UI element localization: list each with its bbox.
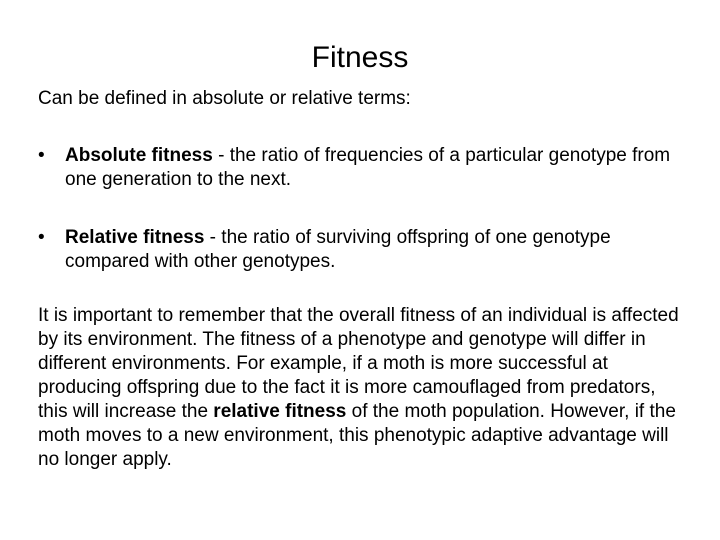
slide-title: Fitness — [311, 41, 409, 74]
bullet-definition: - the ratio of surviving offspring of one genotype compared with other genotypes. — [65, 227, 611, 272]
bullet-item-absolute-fitness — [38, 144, 678, 192]
bullet-marker: • — [38, 227, 45, 248]
bullet-term: Absolute fitness — [65, 145, 213, 166]
paragraph-text-start: It is important to remember that the overall fitness of an individual is affected by its environment. The fitness of a phenotype and genotype will differ in different environments. For example, if a moth is more successful at producing offspring due to the fact it is more camouflaged from predators, this will increase the — [38, 305, 679, 422]
bullet-text — [65, 226, 678, 274]
intro-text: Can be defined in absolute or relative terms: — [38, 88, 411, 109]
bullet-term: Relative fitness — [65, 227, 205, 248]
bullet-marker: • — [38, 145, 45, 166]
explanation-paragraph — [38, 304, 688, 472]
bullet-item-relative-fitness — [38, 226, 678, 274]
paragraph-emphasis: relative fitness — [213, 401, 347, 422]
paragraph-text-end: of the moth population. However, if the moth moves to a new environment, this phenotypic adaptive advantage will no longer apply. — [38, 401, 676, 470]
bullet-text — [65, 144, 678, 192]
bullet-definition: - the ratio of frequencies of a particular genotype from one generation to the next. — [65, 145, 671, 190]
